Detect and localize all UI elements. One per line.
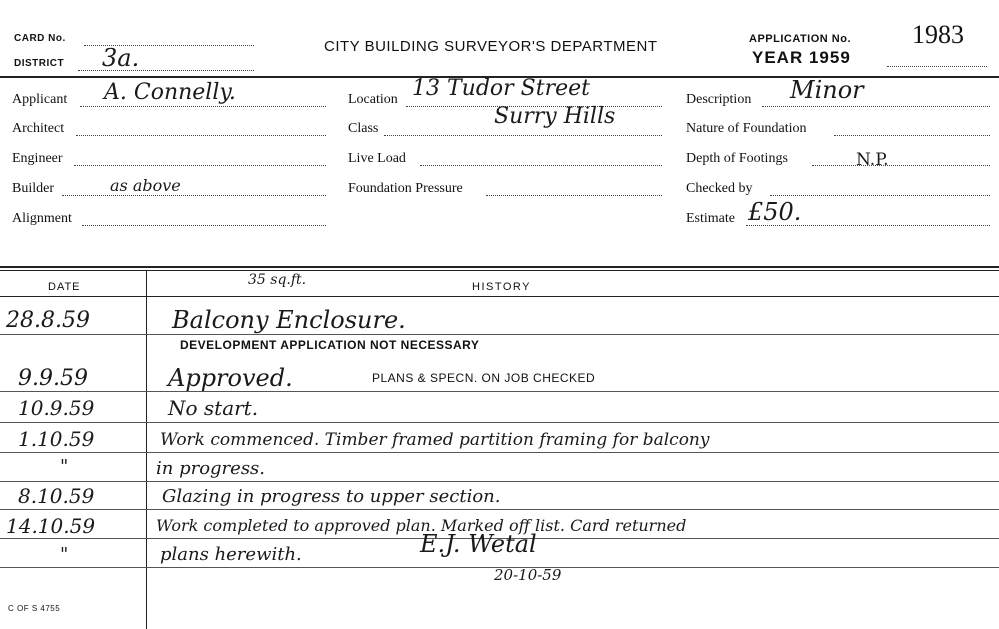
engineer-label: Engineer [12,151,63,166]
district-value: 3a. [102,44,140,72]
estimate-value: £50. [748,198,802,226]
entry-date: 10.9.59 [18,396,95,420]
location-label: Location [348,92,398,107]
entry-text: Approved. [168,364,293,392]
foundation-pressure-line [486,195,662,196]
year-label: YEAR 1959 [752,48,851,67]
history-top-border-2 [0,270,999,271]
rule-line [0,422,999,423]
builder-line [62,195,326,196]
entry-text: Glazing in progress to upper section. [162,486,501,507]
entry-text: Work completed to approved plan. Marked off list. Card returned [156,516,687,535]
rule-line [0,334,999,335]
live-load-line [420,165,662,166]
depth-of-footings-line [812,165,990,166]
department-title: CITY BUILDING SURVEYOR'S DEPARTMENT [324,38,658,55]
application-no-label: APPLICATION No. [749,33,852,45]
depth-of-footings-value: N.P. [856,150,889,170]
date-column-divider [146,270,147,629]
location-value-2: Surry Hills [494,104,616,129]
area-note: 35 sq.ft. [248,272,307,288]
depth-of-footings-label: Depth of Footings [686,151,788,166]
alignment-line [82,225,326,226]
applicant-label: Applicant [12,92,68,107]
applicant-line [80,106,326,107]
live-load-label: Live Load [348,151,406,166]
builder-label: Builder [12,181,54,196]
plans-checked-stamp: PLANS & SPECN. ON JOB CHECKED [372,371,596,385]
nature-of-foundation-label: Nature of Foundation [686,121,807,136]
builder-value: as above [110,176,181,195]
history-header-divider [0,296,999,297]
entry-text: Balcony Enclosure. [172,306,406,334]
signature-date: 20-10-59 [494,566,562,584]
entry-date: " [60,544,69,565]
entry-text: No start. [168,396,259,420]
history-top-border [0,266,999,268]
rule-line [0,509,999,510]
engineer-line [74,165,326,166]
entry-date: 1.10.59 [18,427,95,451]
architect-label: Architect [12,121,65,136]
entry-text: Work commenced. Timber framed partition framing for balcony [160,430,710,450]
entry-date: 9.9.59 [18,366,88,391]
development-stamp: DEVELOPMENT APPLICATION NOT NECESSARY [180,338,480,352]
entry-date: 28.8.59 [6,308,90,333]
form-number: C OF S 4755 [8,604,61,613]
checked-by-line [770,195,990,196]
foundation-pressure-label: Foundation Pressure [348,181,463,196]
description-value: Minor [790,76,864,104]
description-label: Description [686,92,752,107]
description-line [762,106,990,107]
signature: E.J. Wetal [420,530,537,558]
entry-text: in progress. [156,458,266,479]
architect-line [76,135,326,136]
class-label: Class [348,121,379,136]
class-line [384,135,662,136]
rule-line [0,452,999,453]
rule-line [0,391,999,392]
year-line [887,66,987,67]
estimate-label: Estimate [686,211,735,226]
date-header: DATE [48,281,81,293]
location-value: 13 Tudor Street [412,76,590,101]
history-header: HISTORY [472,281,531,293]
card-no-label: CARD No. [14,33,66,44]
application-no-value: 1983 [912,20,964,49]
rule-line [0,481,999,482]
applicant-value: A. Connelly. [104,80,236,105]
nature-of-foundation-line [834,135,990,136]
entry-text: plans herewith. [160,544,302,565]
alignment-label: Alignment [12,211,72,226]
entry-date: 8.10.59 [18,484,95,508]
district-label: DISTRICT [14,58,65,69]
entry-date: 14.10.59 [6,514,96,538]
entry-date: " [60,456,69,477]
checked-by-label: Checked by [686,181,753,196]
